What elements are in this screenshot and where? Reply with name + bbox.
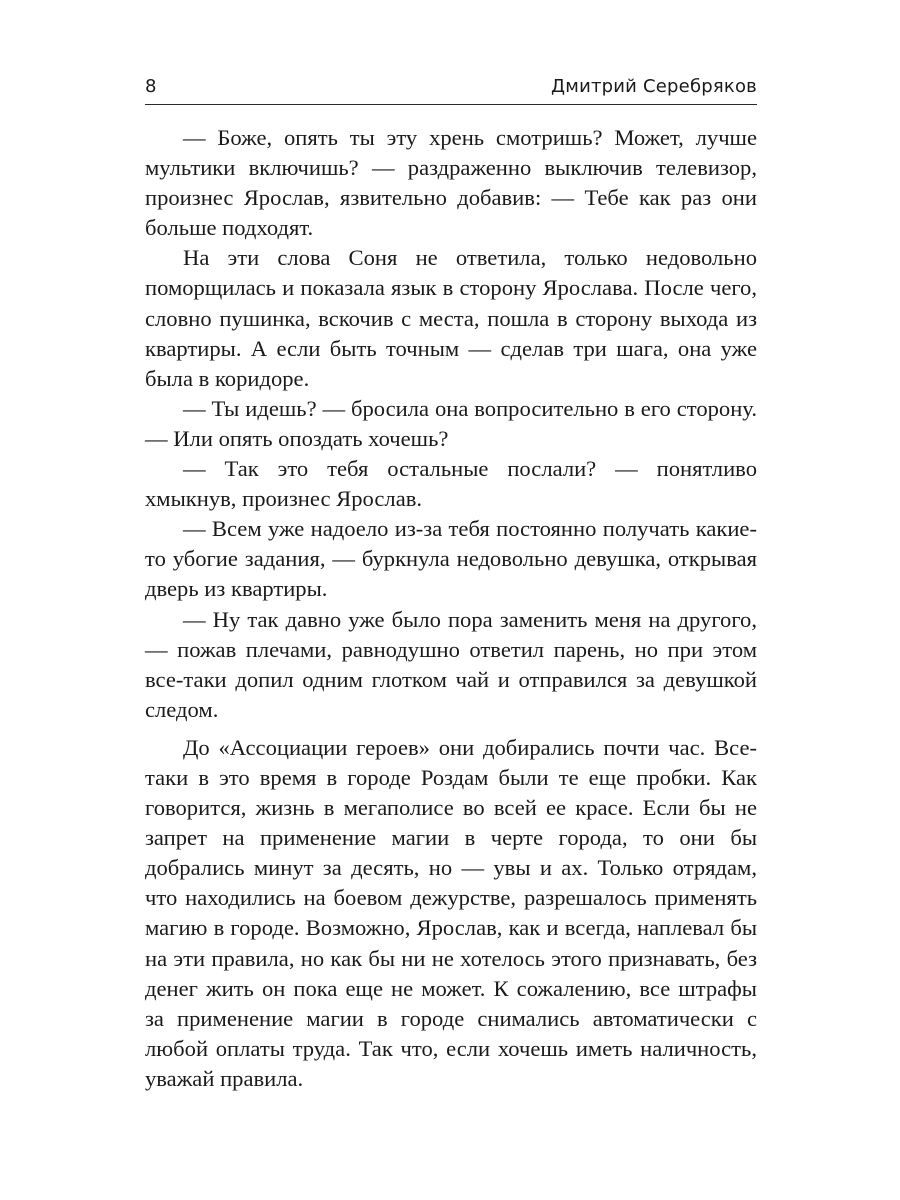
paragraph: — Ты идешь? — бросила она вопросительно в его сторону. — Или опять опоздать хочешь? xyxy=(145,395,757,451)
paragraph: — Всем уже надоело из-за тебя постоянно получать какие-то убогие задания, — буркнула недовольно девушка, открывая дверь из квартиры. xyxy=(145,516,757,602)
paragraph: До «Ассоциации героев» они добирались почти час. Все-таки в это время в городе Роздам были те еще пробки. Как говорится, жизнь в мегаполисе во всей ее красе. Если бы не запрет на применение магии в черте города, то они бы добрались минут за десять, но — увы и ах. Только отрядам, что находились на боевом дежурстве, разрешалось применять магию в городе. Возможно, Ярослав, как и всегда, наплевал бы на эти правила, но как бы ни не хотелось этого признавать, без денег жить он пока еще не может. К сожалению, все штрафы за применение магии в городе снимались автоматически с любой оплаты труда. Так что, если хочешь иметь наличность, уважай правила. xyxy=(145,734,757,1091)
book-page xyxy=(145,70,757,1094)
running-header xyxy=(145,70,757,105)
body-text xyxy=(145,123,757,1094)
author-name: Дмитрий Серебряков xyxy=(551,76,757,97)
page-number: 8 xyxy=(145,76,157,97)
paragraph: На эти слова Соня не ответила, только недовольно поморщилась и показала язык в сторону Ярослава. После чего, словно пушинка, вскочив с места, пошла в сторону выхода из квартиры. А если быть точным — сделав три шага, она уже была в коридоре. xyxy=(145,245,757,391)
paragraph: — Боже, опять ты эту хрень смотришь? Может, лучше мультики включишь? — раздраженно выключив телевизор, произнес Ярослав, язвительно добавив: — Тебе как раз они больше подходят. xyxy=(145,125,757,241)
paragraph: — Ну так давно уже было пора заменить меня на другого, — пожав плечами, равнодушно ответил парень, но при этом все-таки допил одним глотком чай и отправился за девушкой следом. xyxy=(145,606,757,722)
paragraph: — Так это тебя остальные послали? — понятливо хмыкнув, произнес Ярослав. xyxy=(145,456,757,512)
